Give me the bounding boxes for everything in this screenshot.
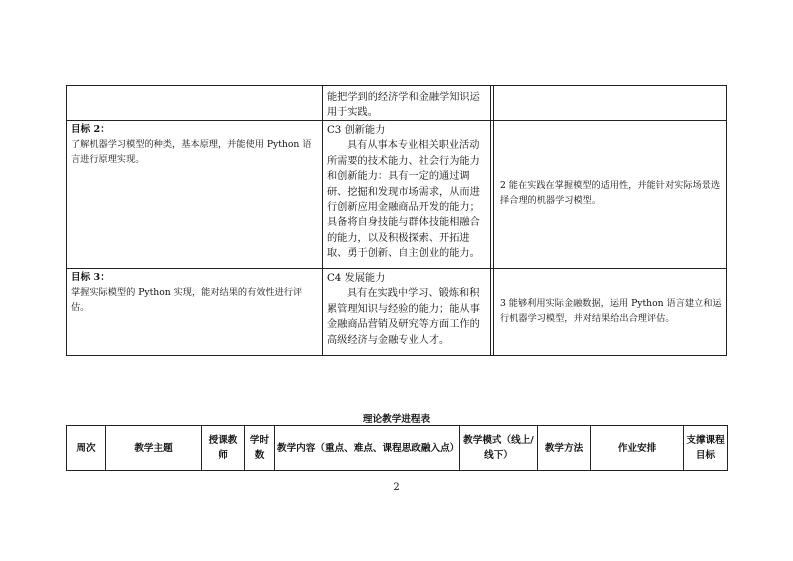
support-text: 3 能够利用实际金融数据，运用 Python 语言建立和运行机器学习模型，并对结果给出合理评估。 — [500, 298, 722, 324]
header-topic: 教学主题 — [106, 426, 202, 470]
competency-title: C3 创新能力 — [327, 125, 386, 136]
objectives-table — [66, 85, 727, 356]
goal-text: 掌握实际模型的 Python 实现，能对结果的有效性进行评估。 — [71, 287, 303, 313]
competency-text: 具有从事本专业相关职业活动所需要的技术能力、社会行为能力和创新能力：具有一定的通过调研、挖掘和发现市场需求，从而进行创新应用金融商品开发的能力；具备将自身技能与群体技能相融合的能力，以及积极探索、开拓进取、勇于创新、自主创业的能力。 — [327, 140, 480, 260]
schedule-table — [66, 425, 728, 471]
page-number: 2 — [393, 482, 400, 493]
competency-cell — [323, 86, 494, 120]
support-cell — [494, 86, 726, 120]
goal-cell — [67, 121, 323, 268]
competency-title: C4 发展能力 — [327, 273, 386, 284]
goal-title: 目标 3： — [71, 272, 110, 283]
competency-text: 具有在实践中学习、锻炼和积累管理知识与经验的能力；能从事金融商品营销及研究等方面工作的高级经济与金融专业人才。 — [327, 288, 480, 346]
schedule-caption: 理论教学进程表 — [362, 414, 431, 425]
header-teacher: 授课教师 — [202, 426, 245, 470]
support-cell — [494, 121, 726, 268]
competency-text: 能把学到的经济学和金融学知识运用于实践。 — [327, 92, 480, 119]
competency-cell — [323, 121, 494, 268]
header-mode: 教学模式（线上/线下） — [460, 426, 538, 470]
header-method: 教学方法 — [538, 426, 591, 470]
table-row — [66, 121, 727, 269]
goal-cell — [67, 269, 323, 355]
goal-title: 目标 2： — [71, 124, 110, 135]
header-content: 教学内容（重点、难点、课程思政融入点） — [275, 426, 460, 470]
table-row — [66, 269, 727, 356]
table-row — [66, 85, 727, 121]
support-text: 2 能在实践在掌握模型的适用性，并能针对实际场景选择合理的机器学习模型。 — [500, 180, 721, 206]
header-goal: 支撑课程目标 — [686, 435, 725, 461]
header-week: 周次 — [67, 426, 106, 470]
support-cell — [494, 269, 726, 355]
header-homework: 作业安排 — [591, 426, 684, 470]
goal-cell — [67, 86, 323, 120]
header-hours: 学时数 — [245, 426, 275, 470]
competency-cell — [323, 269, 494, 355]
goal-text: 了解机器学习模型的种类，基本原理，并能使用 Python 语言进行原理实现。 — [71, 139, 312, 165]
